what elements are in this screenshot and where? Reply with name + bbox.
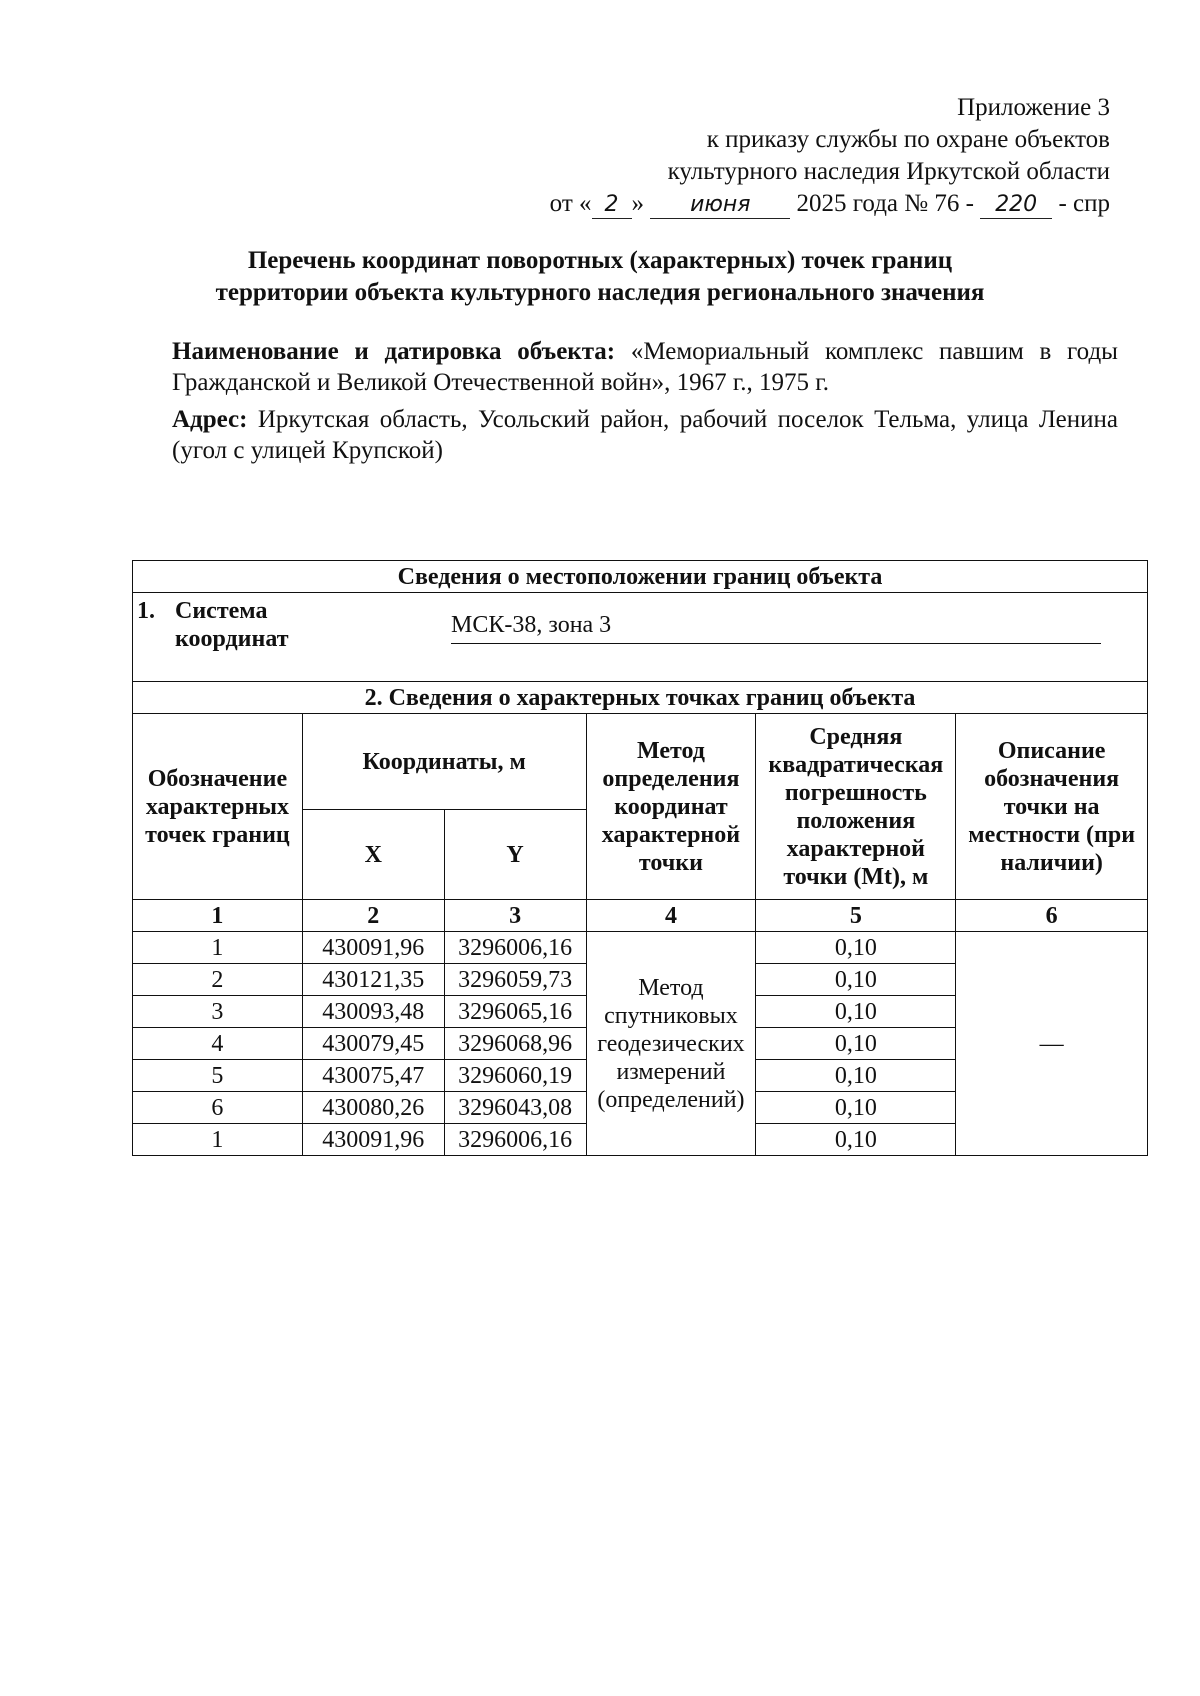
point-id: 2 bbox=[133, 964, 303, 996]
object-address-label: Адрес: bbox=[172, 406, 248, 433]
coord-system-label-1: Система bbox=[175, 598, 268, 624]
column-number: 5 bbox=[756, 900, 956, 932]
column-number: 4 bbox=[586, 900, 756, 932]
section-title: Сведения о местоположении границ объекта bbox=[133, 561, 1148, 593]
object-name-label: Наименование и датировка объекта: bbox=[172, 338, 616, 365]
appendix-header bbox=[410, 92, 1110, 220]
handwritten-month: июня bbox=[650, 192, 790, 219]
point-x: 430093,48 bbox=[302, 996, 444, 1028]
object-name-paragraph bbox=[172, 336, 1118, 398]
point-x: 430121,35 bbox=[302, 964, 444, 996]
appendix-line-3: культурного наследия Иркутской области bbox=[667, 158, 1110, 185]
point-id: 6 bbox=[133, 1092, 303, 1124]
year-text: 2025 года № 76 - bbox=[796, 190, 974, 217]
table-row bbox=[133, 932, 1148, 964]
header-x: X bbox=[302, 810, 444, 900]
header-error: Средняя квадратическая погрешность положения характерной точки (Mt), м bbox=[756, 714, 956, 900]
point-y: 3296043,08 bbox=[444, 1092, 586, 1124]
point-id: 4 bbox=[133, 1028, 303, 1060]
column-number: 6 bbox=[956, 900, 1148, 932]
header-y: Y bbox=[444, 810, 586, 900]
point-id: 1 bbox=[133, 1124, 303, 1156]
point-id: 5 bbox=[133, 1060, 303, 1092]
header-description: Описание обозначения точки на местности (при наличии) bbox=[956, 714, 1148, 900]
point-mt: 0,10 bbox=[756, 1060, 956, 1092]
point-mt: 0,10 bbox=[756, 1124, 956, 1156]
point-x: 430075,47 bbox=[302, 1060, 444, 1092]
title-line-1: Перечень координат поворотных (характерных) точек границ bbox=[247, 247, 953, 274]
point-mt: 0,10 bbox=[756, 1092, 956, 1124]
point-x: 430091,96 bbox=[302, 932, 444, 964]
point-y: 3296059,73 bbox=[444, 964, 586, 996]
column-number: 3 bbox=[444, 900, 586, 932]
coord-system-label bbox=[175, 597, 289, 653]
point-mt: 0,10 bbox=[756, 996, 956, 1028]
column-number: 1 bbox=[133, 900, 303, 932]
appendix-date-line bbox=[410, 188, 1110, 220]
object-address-paragraph bbox=[172, 404, 1118, 466]
point-x: 430080,26 bbox=[302, 1092, 444, 1124]
header-method: Метод определения координат характерной точки bbox=[586, 714, 756, 900]
point-mt: 0,10 bbox=[756, 932, 956, 964]
point-y: 3296065,16 bbox=[444, 996, 586, 1028]
coord-system-value: МСК-38, зона 3 bbox=[451, 611, 1101, 644]
coord-system-number: 1. bbox=[137, 598, 155, 624]
point-y: 3296006,16 bbox=[444, 932, 586, 964]
column-number: 2 bbox=[302, 900, 444, 932]
coord-system-row bbox=[133, 593, 1148, 682]
header-coordinates: Координаты, м bbox=[302, 714, 586, 810]
point-y: 3296060,19 bbox=[444, 1060, 586, 1092]
header-designation: Обозначение характерных точек границ bbox=[133, 714, 303, 900]
point-id: 1 bbox=[133, 932, 303, 964]
handwritten-order-number: 220 bbox=[980, 192, 1052, 219]
date-prefix: от « bbox=[549, 190, 592, 217]
coord-system-label-2: координат bbox=[175, 626, 289, 652]
point-mt: 0,10 bbox=[756, 1028, 956, 1060]
point-x: 430079,45 bbox=[302, 1028, 444, 1060]
coordinates-table bbox=[132, 560, 1148, 1156]
description-value: — bbox=[956, 932, 1148, 1156]
date-mid: » bbox=[631, 190, 645, 217]
object-name-value: «Мемориальный комплекс павшим в годы Гражданской и Великой Отечественной войн», 1967 г., 1975 г. bbox=[172, 338, 1118, 396]
point-x: 430091,96 bbox=[302, 1124, 444, 1156]
point-mt: 0,10 bbox=[756, 964, 956, 996]
handwritten-day: 2 bbox=[592, 192, 632, 219]
method-value: Метод спутниковых геодезических измерений (определений) bbox=[586, 932, 756, 1156]
object-info bbox=[172, 336, 1118, 472]
appendix-line-2: к приказу службы по охране объектов bbox=[706, 126, 1110, 153]
document-title bbox=[100, 245, 1100, 309]
appendix-line-1: Приложение 3 bbox=[957, 94, 1110, 121]
object-address-value: Иркутская область, Усольский район, рабочий поселок Тельма, улица Ленина (угол с улицей Крупской) bbox=[172, 406, 1119, 464]
point-y: 3296068,96 bbox=[444, 1028, 586, 1060]
point-id: 3 bbox=[133, 996, 303, 1028]
point-y: 3296006,16 bbox=[444, 1124, 586, 1156]
title-line-2: территории объекта культурного наследия регионального значения bbox=[215, 279, 985, 306]
order-suffix: - спр bbox=[1058, 190, 1110, 217]
points-section-title: 2. Сведения о характерных точках границ объекта bbox=[133, 682, 1148, 714]
